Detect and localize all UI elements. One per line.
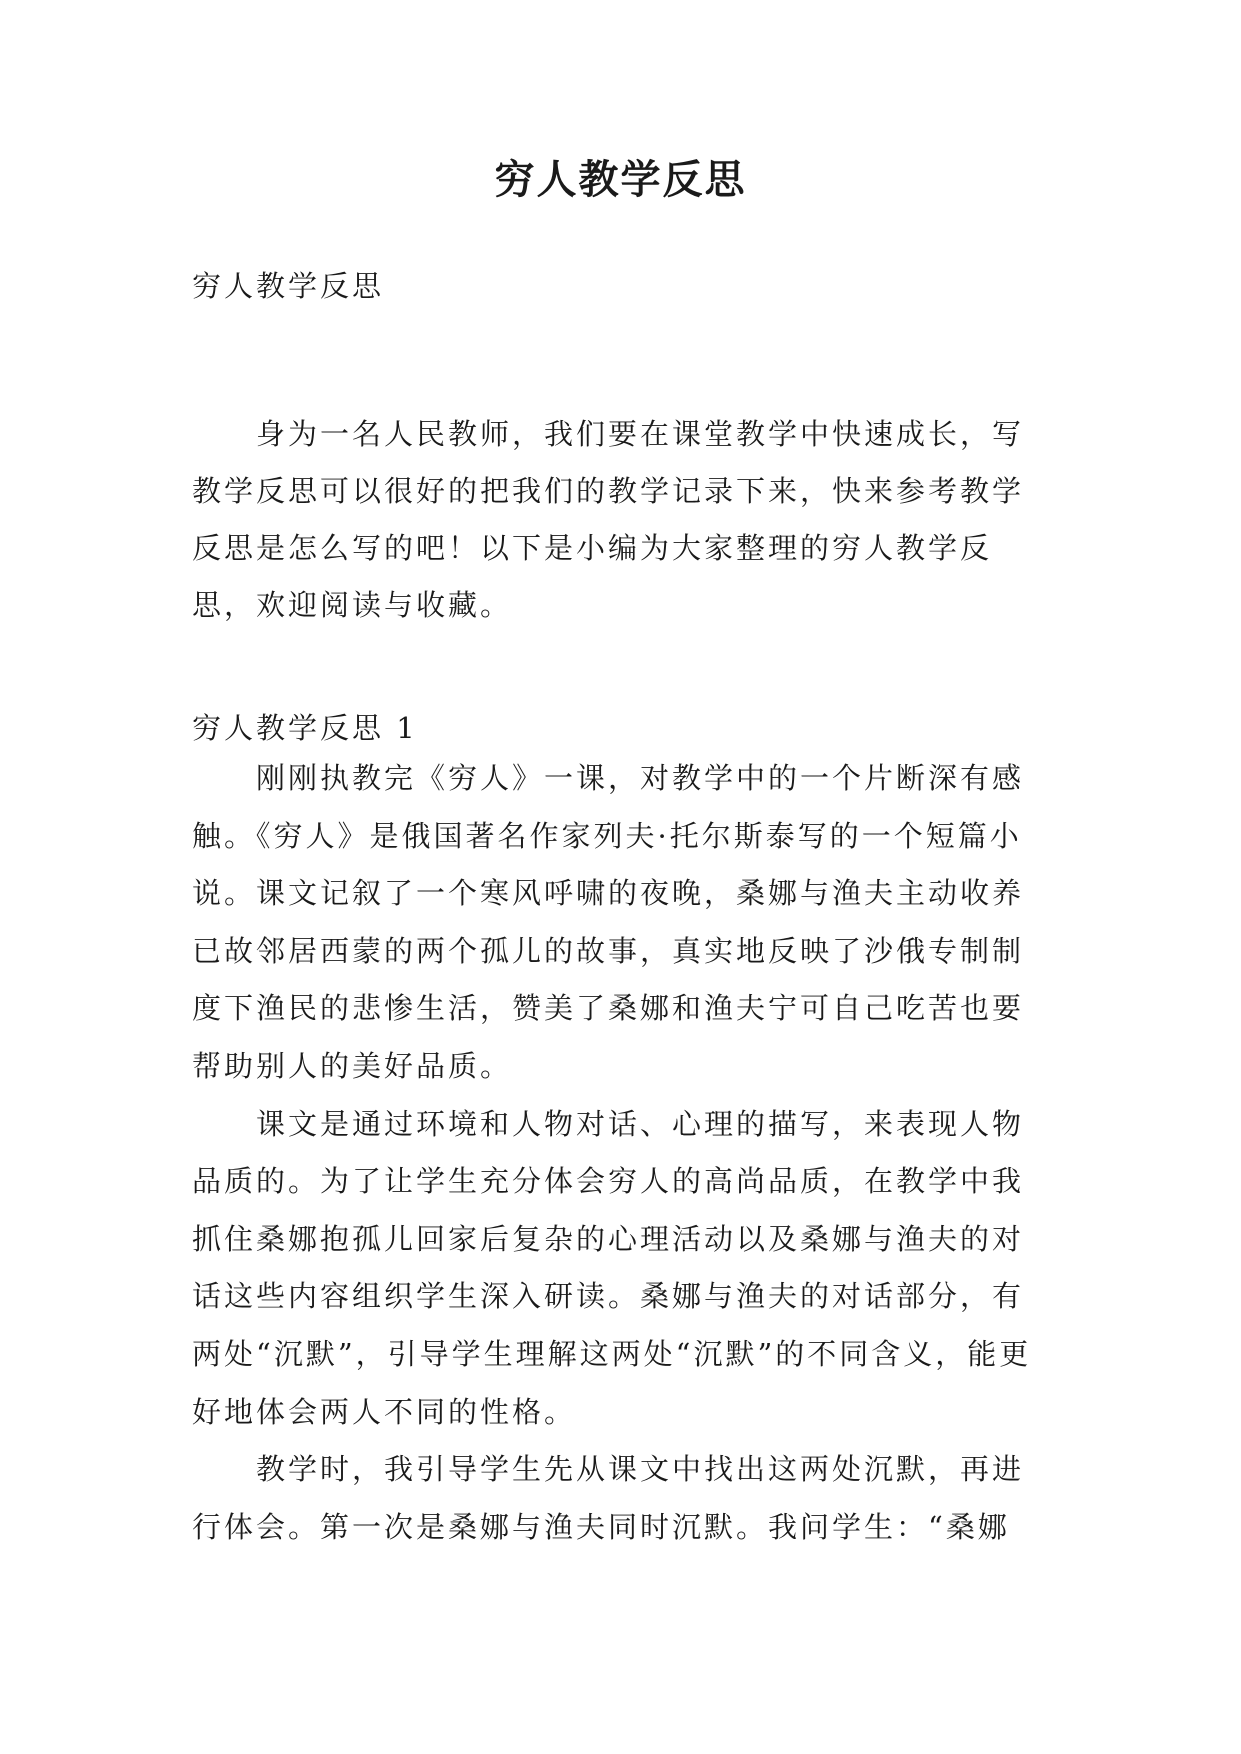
section-heading: 穷人教学反思 1	[192, 711, 418, 745]
section-1	[192, 706, 1052, 1556]
document-subtitle: 穷人教学反思	[192, 269, 385, 303]
body-paragraph: 刚刚执教完《穷人》一课，对教学中的一个片断深有感触。《穷人》是俄国著名作家列夫·托尔斯泰写的一个短篇小说。课文记叙了一个寒风呼啸的夜晚，桑娜与渔夫主动收养已故邻居西蒙的两个孤儿的故事，真实地反映了沙俄专制制度下渔民的悲惨生活，赞美了桑娜和渔夫宁可自己吃苦也要帮助别人的美好品质。	[192, 761, 1025, 1083]
intro-paragraph: 身为一名人民教师，我们要在课堂教学中快速成长，写教学反思可以很好的把我们的教学记录下来，快来参考教学反思是怎么写的吧！以下是小编为大家整理的穷人教学反思，欢迎阅读与收藏。	[192, 417, 1025, 622]
body-paragraph: 课文是通过环境和人物对话、心理的描写，来表现人物品质的。为了让学生充分体会穷人的高尚品质，在教学中我抓住桑娜抱孤儿回家后复杂的心理活动以及桑娜与渔夫的对话这些内容组织学生深入研读。桑娜与渔夫的对话部分，有两处“沉默”，引导学生理解这两处“沉默”的不同含义，能更好地体会两人不同的性格。	[192, 1106, 1032, 1429]
document-title: 穷人教学反思	[494, 157, 747, 203]
body-paragraph: 教学时，我引导学生先从课文中找出这两处沉默，再进行体会。第一次是桑娜与渔夫同时沉默。我问学生：“桑娜	[192, 1452, 1025, 1544]
